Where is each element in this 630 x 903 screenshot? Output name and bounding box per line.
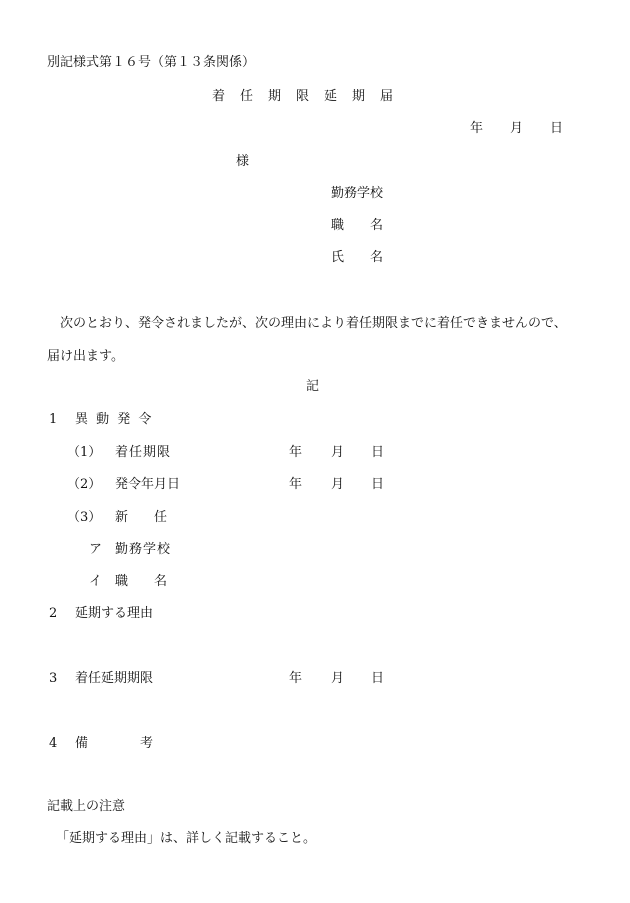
- item2-day: 日: [371, 477, 385, 492]
- body-text-line2: 届け出ます。: [47, 349, 124, 364]
- date-day-label: 日: [550, 121, 564, 136]
- item2-month: 月: [331, 477, 345, 492]
- section3-month: 月: [331, 671, 345, 686]
- document-title: 着 任 期 限 延 期 届: [212, 89, 395, 104]
- item3-label: 新 任: [115, 510, 168, 525]
- applicant-position-label: 職 名: [331, 218, 384, 233]
- section3-label: 着任延期期限: [75, 671, 154, 686]
- section4-number: 4: [49, 736, 58, 751]
- section2-label: 延期する理由: [75, 606, 154, 621]
- section3-number: 3: [49, 671, 58, 686]
- item1-number: （1）: [67, 445, 102, 460]
- subitem-i-label: 職 名: [115, 574, 168, 589]
- subitem-a-number: ア: [89, 542, 103, 557]
- item1-day: 日: [371, 445, 385, 460]
- item1-month: 月: [331, 445, 345, 460]
- date-month-label: 月: [510, 121, 524, 136]
- applicant-name-label: 氏 名: [331, 250, 384, 265]
- item2-label: 発令年月日: [115, 477, 181, 492]
- section1-number: 1: [49, 412, 58, 427]
- section1-label: 異 動 発 令: [75, 412, 154, 427]
- ki-heading: 記: [306, 379, 320, 394]
- addressee-suffix: 様: [236, 154, 250, 169]
- section3-year: 年: [289, 671, 303, 686]
- section2-number: 2: [49, 606, 58, 621]
- subitem-i-number: イ: [89, 574, 103, 589]
- section3-day: 日: [371, 671, 385, 686]
- applicant-school-label: 勤務学校: [331, 186, 384, 201]
- item3-number: （3）: [67, 510, 102, 525]
- item1-label: 着任期限: [115, 445, 172, 460]
- item2-number: （2）: [67, 477, 102, 492]
- subitem-a-label: 勤務学校: [115, 542, 172, 557]
- date-year-label: 年: [470, 121, 484, 136]
- notes-heading: 記載上の注意: [47, 799, 126, 814]
- section4-label: 備 考: [75, 736, 154, 751]
- item1-year: 年: [289, 445, 303, 460]
- item2-year: 年: [289, 477, 303, 492]
- notes-text: 「延期する理由」は、詳しく記載すること。: [56, 831, 317, 846]
- form-number: 別記様式第１６号（第１３条関係）: [47, 55, 256, 70]
- body-text-line1: 次のとおり、発令されましたが、次の理由により着任期限までに着任できませんので、: [60, 316, 567, 331]
